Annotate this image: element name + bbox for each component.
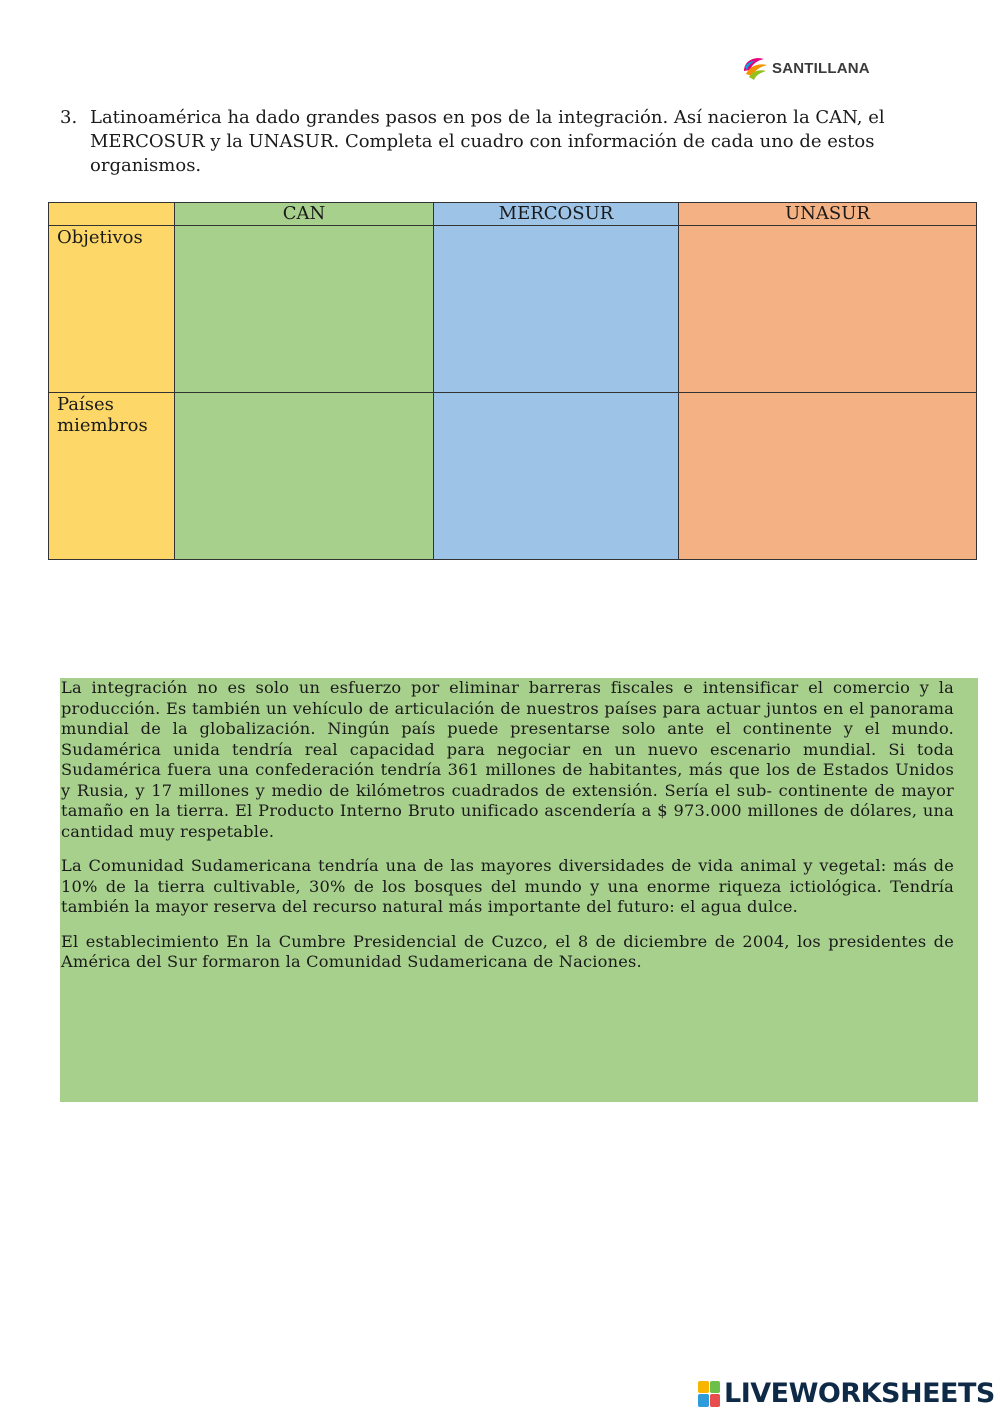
- answer-cell-mercosur-paises[interactable]: [434, 393, 679, 560]
- liveworksheets-logo-icon: [698, 1381, 720, 1407]
- brand-name: SANTILLANA: [772, 59, 870, 77]
- question-number: 3.: [60, 107, 78, 128]
- liveworksheets-footer: [698, 1378, 995, 1409]
- table-row-objetivos: [49, 226, 977, 393]
- table-header-row: [49, 203, 977, 226]
- table-row-paises: [49, 393, 977, 560]
- santillana-swirl-icon: [740, 53, 770, 83]
- organisms-table: [48, 202, 977, 560]
- reading-paragraph: La integración no es solo un esfuerzo por eliminar barreras fiscales e intensificar el comercio y la producción. Es también un vehículo de articulación de nuestros países para actuar juntos en el panorama mundial de la globalización. Ningún país puede presentarse solo ante el continente y el mundo. Sudamérica unida tendría real capacidad para negociar en un nuevo escenario mundial. Si toda Sudamérica fuera una confederación tendría 361 millones de habitantes, más que los de Estados Unidos y Rusia, y 17 millones y medio de kilómetros cuadrados de extensión. Sería el sub- continente de mayor tamaño en la tierra. El Producto Interno Bruto unificado ascendería a $ 973.000 millones de dólares, una cantidad muy respetable.: [61, 678, 954, 841]
- question-text: Latinoamérica ha dado grandes pasos en pos de la integración. Así nacieron la CAN, el MERCOSUR y la UNASUR. Completa el cuadro con información de cada uno de estos organismos.: [90, 107, 885, 176]
- answer-cell-mercosur-objetivos[interactable]: [434, 226, 679, 393]
- row-label-paises-miembros: Países miembros: [49, 393, 175, 560]
- santillana-logo: [740, 50, 870, 86]
- liveworksheets-brand: LIVEWORKSHEETS: [724, 1378, 995, 1409]
- header-can: CAN: [175, 203, 434, 226]
- question-3: [60, 106, 940, 178]
- answer-cell-can-objetivos[interactable]: [175, 226, 434, 393]
- reading-paragraph: La Comunidad Sudamericana tendría una de las mayores diversidades de vida animal y vegetal: más de 10% de la tierra cultivable, 30% de los bosques del mundo y una enorme riqueza ictiológica. Tendría también la mayor reserva del recurso natural más importante del futuro: el agua dulce.: [61, 856, 954, 916]
- header-mercosur: MERCOSUR: [434, 203, 679, 226]
- row-label-objetivos: Objetivos: [49, 226, 175, 393]
- header-unasur: UNASUR: [679, 203, 977, 226]
- answer-cell-unasur-paises[interactable]: [679, 393, 977, 560]
- answer-cell-unasur-objetivos[interactable]: [679, 226, 977, 393]
- reading-box: [60, 678, 978, 1102]
- reading-paragraph: El establecimiento En la Cumbre Presidencial de Cuzco, el 8 de diciembre de 2004, los presidentes de América del Sur formaron la Comunidad Sudamericana de Naciones.: [61, 931, 954, 971]
- header-corner-cell: [49, 203, 175, 226]
- answer-cell-can-paises[interactable]: [175, 393, 434, 560]
